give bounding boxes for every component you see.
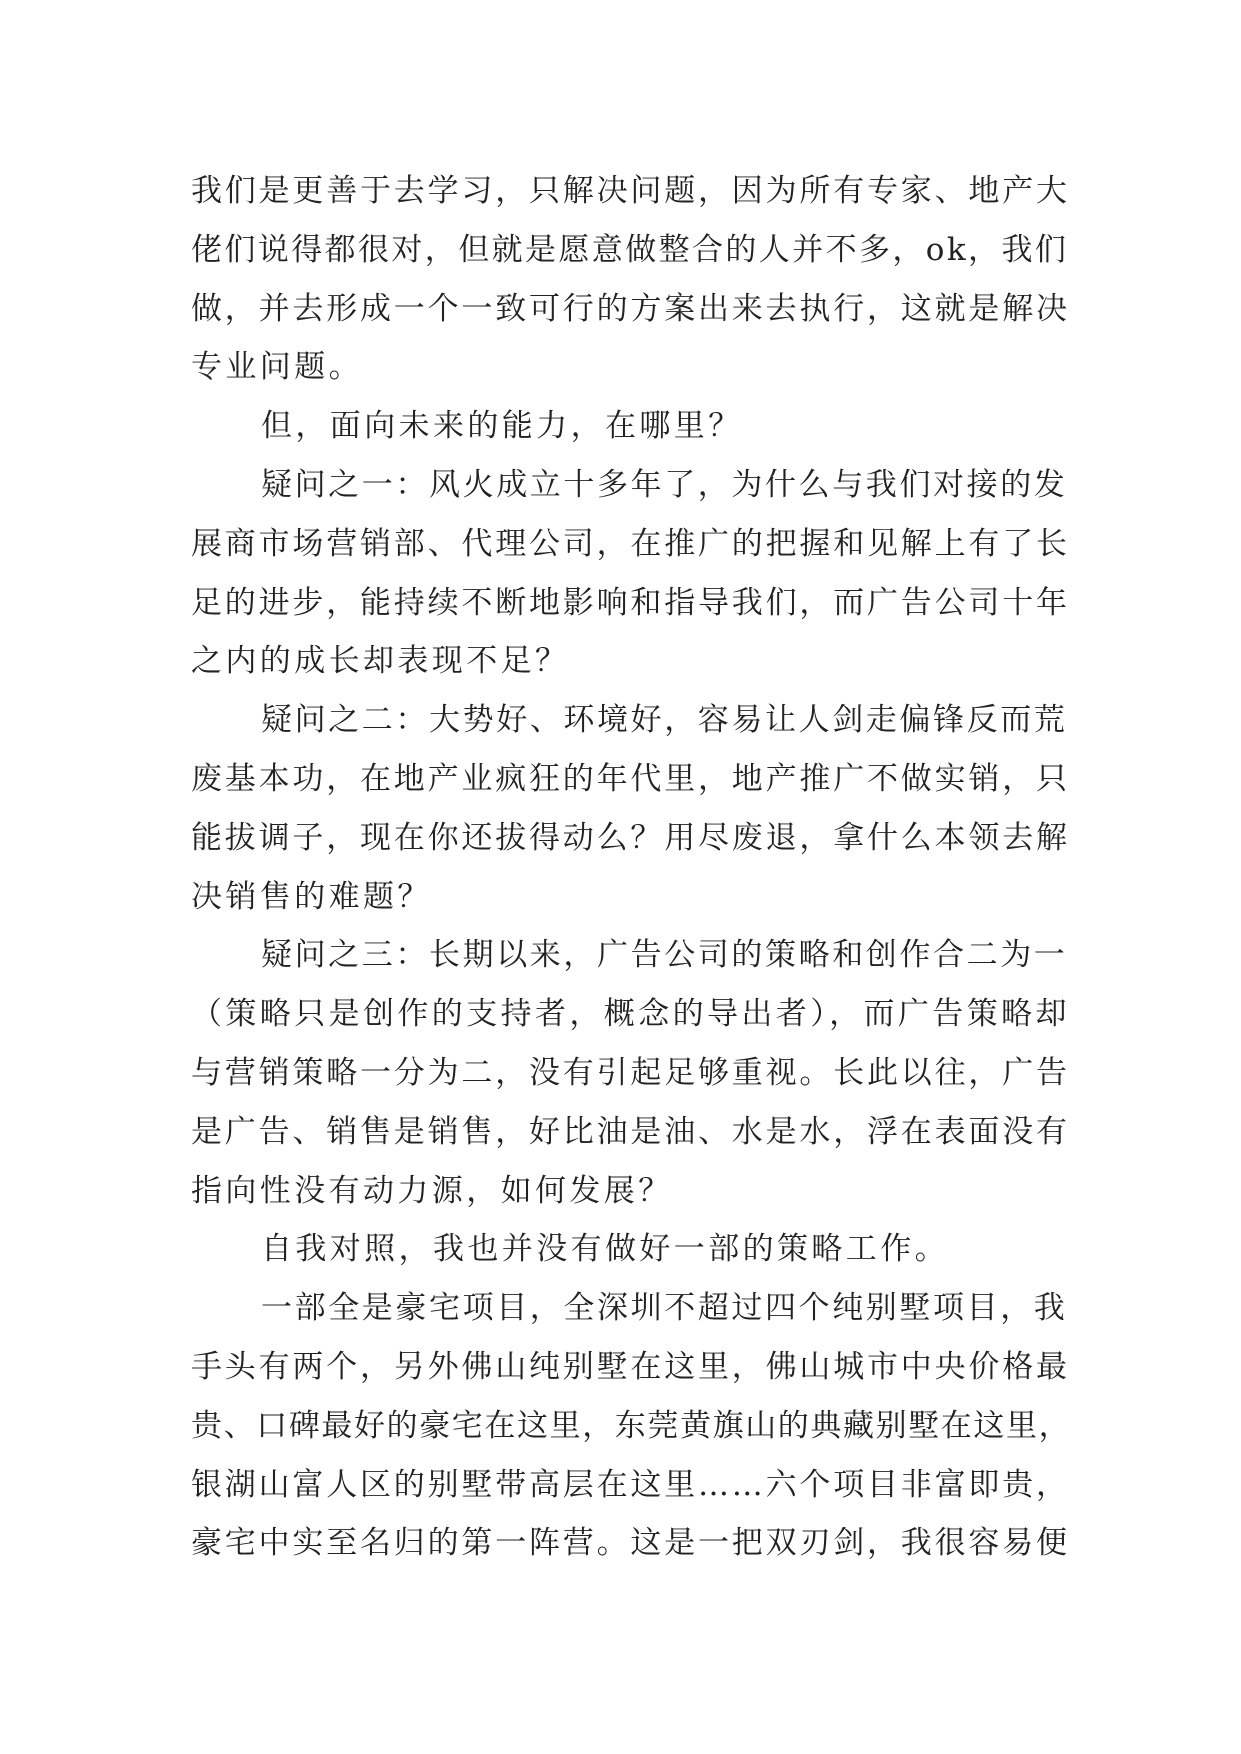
text-line: 指向性没有动力源，如何发展？ (191, 1172, 673, 1209)
text-line: 做，并去形成一个一致可行的方案出来去执行，这就是解决 (191, 290, 1070, 327)
text-line: 专业问题。 (191, 349, 363, 386)
text-line: 手头有两个，另外佛山纯别墅在这里，佛山城市中央价格最 (191, 1348, 1070, 1385)
text-line: 足的进步，能持续不断地影响和指导我们，而广告公司十年 (191, 584, 1070, 621)
text-line: 豪宅中实至名归的第一阵营。这是一把双刃剑，我很容易便 (191, 1525, 1070, 1562)
text-line: 之内的成长却表现不足？ (191, 643, 570, 680)
text-line: 展商市场营销部、代理公司，在推广的把握和见解上有了长 (191, 525, 1070, 562)
document-body (191, 162, 1071, 1573)
paragraph-first-line: 疑问之一：风火成立十多年了，为什么与我们对接的发 (261, 466, 1068, 503)
text-line: 能拔调子，现在你还拔得动么？用尽废退，拿什么本领去解 (191, 819, 1070, 856)
text-line: 我们是更善于去学习，只解决问题，因为所有专家、地产大 (191, 173, 1070, 209)
paragraph-first-line: 一部全是豪宅项目，全深圳不超过四个纯别墅项目，我 (261, 1290, 1068, 1327)
paragraph-first-line: 但，面向未来的能力，在哪里？ (261, 408, 743, 445)
text-line: 与营销策略一分为二，没有引起足够重视。长此以往，广告 (191, 1054, 1070, 1091)
text-line: （策略只是创作的支持者，概念的导出者），而广告策略却 (191, 996, 1070, 1033)
text-line: 佬们说得都很对，但就是愿意做整合的人并不多，ok，我们 (191, 231, 1069, 268)
text-line: 银湖山富人区的别墅带高层在这里……六个项目非富即贵， (191, 1466, 1070, 1503)
text-line: 贵、口碑最好的豪宅在这里，东莞黄旗山的典藏别墅在这里， (191, 1407, 1072, 1444)
paragraph-first-line: 自我对照，我也并没有做好一部的策略工作。 (261, 1231, 949, 1268)
text-line: 是广告、销售是销售，好比油是油、水是水，浮在表面没有 (191, 1113, 1070, 1150)
paragraph-first-line: 疑问之二：大势好、环境好，容易让人剑走偏锋反而荒 (261, 702, 1068, 739)
text-line: 决销售的难题？ (191, 878, 432, 915)
text-line: 废基本功，在地产业疯狂的年代里，地产推广不做实销，只 (191, 760, 1070, 797)
paragraph-first-line: 疑问之三：长期以来，广告公司的策略和创作合二为一 (261, 937, 1068, 974)
